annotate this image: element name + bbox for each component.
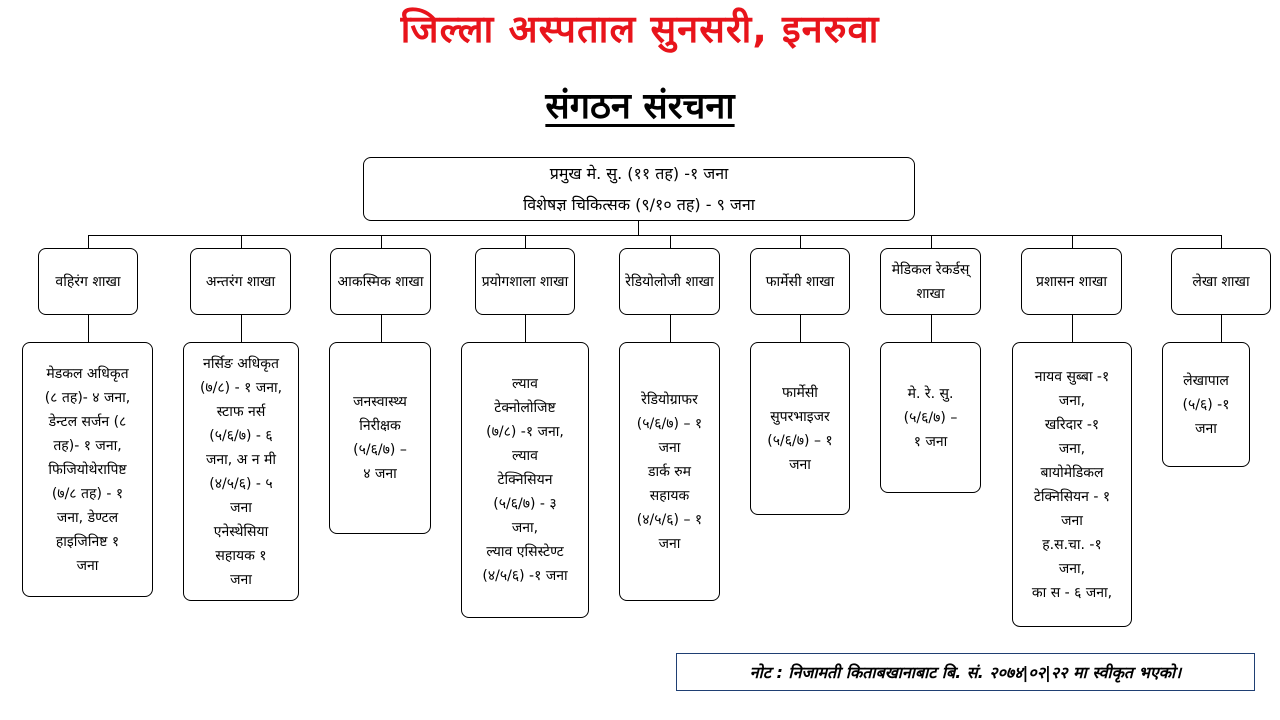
- branch-box: [38, 248, 138, 315]
- branch-name: फार्मेसी शाखा: [765, 273, 835, 290]
- connector-branch-down: [241, 315, 242, 342]
- page-title: जिल्ला अस्पताल सुनसरी, इनरुवा: [400, 7, 880, 51]
- connector-branch-up: [800, 235, 801, 248]
- connector-branch-up: [931, 235, 932, 248]
- detail-line: ल्याव: [512, 448, 538, 464]
- detail-line: जना: [1195, 420, 1217, 437]
- detail-line: खरिदार -१: [1044, 416, 1100, 433]
- detail-line: जनस्वास्थ्य: [353, 394, 407, 410]
- detail-line: जना,: [1058, 392, 1086, 409]
- connector-horizontal-bus: [88, 235, 1222, 236]
- detail-line: जना: [1061, 512, 1083, 529]
- connector-branch-down: [525, 315, 526, 342]
- branch-name: आकस्मिक शाखा: [337, 273, 424, 290]
- detail-line: १ जना: [913, 433, 948, 450]
- detail-line: ल्याव एसिस्टेण्ट: [486, 544, 564, 560]
- detail-line: ह.स.चा. -१: [1042, 536, 1102, 553]
- detail-line: (७/८) - १ जना,: [199, 379, 283, 396]
- branch-detail-box: [22, 342, 153, 597]
- detail-line: (४/५/६) – १: [636, 511, 703, 528]
- detail-line: (७/८) -१ जना,: [486, 424, 564, 440]
- connector-branch-up: [525, 235, 526, 248]
- branch-detail-box: [750, 342, 850, 515]
- detail-line: जना: [230, 499, 252, 516]
- detail-line: ल्याव: [512, 376, 538, 392]
- detail-line: टेक्नोलोजिष्ट: [494, 400, 556, 416]
- detail-line: जना: [230, 571, 252, 588]
- detail-line: मे. रे. सु.: [907, 385, 954, 402]
- detail-line: रेडियोग्राफर: [641, 391, 698, 408]
- detail-line: (५/६/७) – १: [767, 432, 833, 449]
- detail-line: जना: [789, 456, 811, 473]
- connector-branch-up: [1221, 235, 1222, 248]
- detail-line: (५/६/७) - ३: [493, 496, 557, 512]
- detail-line: एनेस्थेसिया: [213, 523, 269, 540]
- detail-line: नर्सिङ अधिकृत: [203, 355, 279, 372]
- detail-line: बायोमेडिकल: [1040, 464, 1104, 481]
- detail-line: (५/६/७) – १: [636, 415, 703, 432]
- branch-name: वहिरंग शाखा: [55, 273, 121, 290]
- detail-line: सहायक १: [215, 547, 267, 564]
- branch-box: [1171, 248, 1271, 315]
- detail-line: (७/८ तह) - १: [51, 485, 124, 502]
- branch-box: [1021, 248, 1122, 315]
- detail-line: जना, अ न मी: [205, 451, 277, 468]
- connector-branch-down: [800, 315, 801, 342]
- branch-name: रेडियोलोजी शाखा: [625, 273, 714, 290]
- subtitle-text: संगठन संरचना: [545, 86, 735, 127]
- chief-line-1: प्रमुख मे. सु. (११ तह) -१ जना: [549, 164, 729, 183]
- detail-line: (४/५/६) - ५: [209, 475, 273, 492]
- detail-line: सहायक: [649, 487, 690, 504]
- detail-line: (४/५/६) -१ जना: [482, 568, 568, 584]
- chief-line-2: विशेषज्ञ चिकित्सक (९/१० तह) - ९ जना: [523, 195, 755, 214]
- branch-box: [475, 248, 575, 315]
- branch-detail-box: [619, 342, 720, 601]
- connector-branch-up: [381, 235, 382, 248]
- detail-line: मेडकल अधिकृत: [46, 365, 129, 382]
- branch-name: प्रयोगशाला शाखा: [481, 273, 569, 290]
- detail-line: जना, डेण्टल: [56, 509, 119, 526]
- detail-line: जना,: [511, 520, 539, 536]
- detail-line: डेन्टल सर्जन (८: [48, 413, 127, 430]
- branch-box: [750, 248, 850, 315]
- connector-branch-down: [88, 315, 89, 342]
- detail-line: जना,: [1058, 560, 1086, 577]
- detail-line: जना,: [1058, 440, 1086, 457]
- detail-line: स्टाफ नर्स: [216, 403, 266, 420]
- detail-line: (५/६/७) - ६: [209, 427, 273, 444]
- detail-line: (५/६/७) –: [903, 409, 958, 426]
- branch-name: लेखा शाखा: [1192, 273, 1250, 290]
- detail-line: लेखापाल: [1183, 372, 1229, 389]
- branch-detail-box: [1162, 342, 1250, 467]
- branch-name: मेडिकल रेकर्डस् शाखा: [891, 261, 970, 302]
- approval-note: नोट : निजामती किताबखानाबाट बि. सं. २०७४|०२|२२ मा स्वीकृत भएको।: [676, 653, 1255, 691]
- branch-detail-box: [183, 342, 299, 601]
- branch-box: [880, 248, 981, 315]
- detail-line: (८ तह)- ४ जना,: [44, 389, 131, 406]
- page-subtitle: [0, 80, 1280, 129]
- branch-box: [330, 248, 431, 315]
- branch-detail-box: [880, 342, 981, 493]
- connector-branch-down: [1072, 315, 1073, 342]
- detail-line: जना: [658, 535, 681, 552]
- connector-chief-down: [638, 221, 639, 236]
- detail-line: हाइजिनिष्ट १: [55, 533, 120, 550]
- connector-branch-down: [670, 315, 671, 342]
- detail-line: सुपरभाइजर: [770, 408, 830, 425]
- detail-line: डार्क रुम: [647, 463, 692, 480]
- branch-box: [619, 248, 720, 315]
- detail-line: जना: [658, 439, 681, 456]
- branch-box: [190, 248, 291, 315]
- connector-branch-up: [241, 235, 242, 248]
- detail-line: फिजियोथेरापिष्ट: [48, 461, 127, 478]
- branch-detail-box: [461, 342, 589, 618]
- detail-line: निरीक्षक: [359, 418, 401, 434]
- detail-line: तह)- १ जना,: [53, 437, 122, 454]
- connector-branch-down: [1221, 315, 1222, 342]
- detail-line: टेक्निसियन: [497, 472, 553, 488]
- detail-line: (५/६) -१: [1182, 396, 1230, 413]
- detail-line: टेक्निसियन - १: [1033, 488, 1111, 505]
- connector-branch-up: [1072, 235, 1073, 248]
- connector-branch-down: [931, 315, 932, 342]
- branch-detail-box: [329, 342, 431, 534]
- detail-line: फार्मेसी: [782, 384, 818, 401]
- branch-name: अन्तरंग शाखा: [205, 273, 276, 290]
- connector-branch-up: [670, 235, 671, 248]
- connector-branch-up: [88, 235, 89, 248]
- detail-line: नायव सुब्बा -१: [1034, 368, 1110, 385]
- branch-detail-box: [1012, 342, 1132, 627]
- branch-name: प्रशासन शाखा: [1035, 273, 1108, 290]
- detail-line: जना: [76, 557, 99, 574]
- chief-box: [363, 157, 915, 221]
- connector-branch-down: [381, 315, 382, 342]
- detail-line: (५/६/७) –: [353, 442, 407, 458]
- detail-line: का स - ६ जना,: [1031, 584, 1113, 601]
- detail-line: ४ जना: [363, 466, 397, 482]
